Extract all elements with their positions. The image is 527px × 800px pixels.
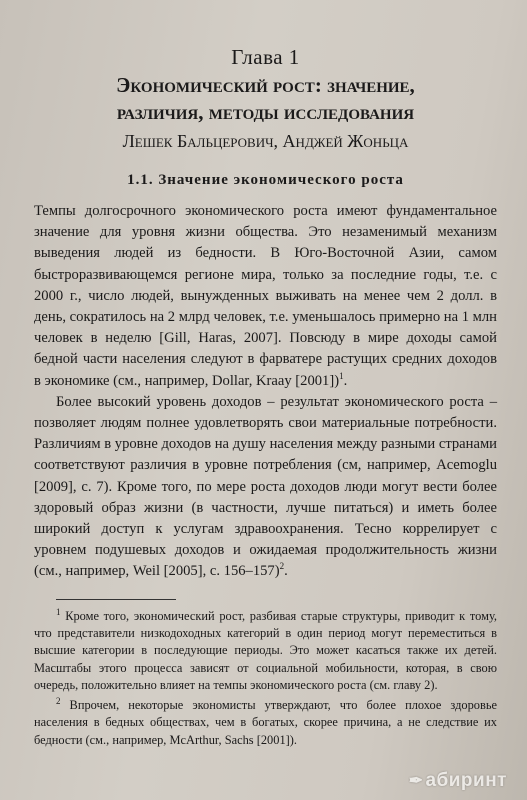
paragraph-text: Более высокий уровень доходов – результат экономического роста – позволяет людям полнее удовлетворять свои материальные потребности. Различиям в уровне доходов на душу населения между разными странами соответствуют различия в уровне потребления (см, например, Acemoglu [2009], с. 7). Кроме того, по мере роста доходов люди могут вести более здоровый образ жизни (в частности, лучше питаться) и иметь более широкий доступ к услугам здравоохранения. Тесно коррелирует с уровнем подушевых доходов и ожидаемая продолжительность жизни (см., например, Weil [2005], с. 156–157) — [34, 393, 497, 580]
chapter-label: Глава 1 — [231, 45, 300, 69]
chapter-authors: Лешек Бальцерович, Анджей Жоньца — [122, 131, 409, 151]
paragraph: Более высокий уровень доходов – результат экономического роста – позволяет людям полнее удовлетворять свои материальные потребности. Различиям в уровне доходов на душу населения между разными странами соответствуют различия в уровне потребления (см, например, Acemoglu [2009], с. 7). Кроме того, по мере роста доходов люди могут вести более здоровый образ жизни (в частности, лучше питаться) и иметь более широкий доступ к услугам здравоохранения. Тесно коррелирует с уровнем подушевых доходов и ожидаемая продолжительность жизни (см., например, Weil [2005], с. 156–157)$^2$. — [34, 393, 497, 580]
footnote-text: Кроме того, экономический рост, разбивая старые структуры, приводит к тому, что представители низкодоходных категорий в один период могут переместиться в высшие категории в последующие периоды. Это может касаться также их детей. Масштабы этого процесса зависят от социальной мобильности, которая, в свою очередь, положительно влияет на темпы экономического роста (см. главу 2). — [34, 608, 497, 693]
watermark-text: абиринт — [425, 770, 507, 791]
paragraph-text: Темпы долгосрочного экономического роста имеют фундаментальное значение для уровня жизни общества. Это незаменимый механизм выведения людей из бедности. В Юго-Восточной Азии, самом быстроразвивающемся регионе мира, только за последние годы, т.е. с 2000 г., число людей, вынужденных выживать на менее чем 2 долл. в день, сократилось на 2 млрд человек, т.е. уменьшалось примерно на 1 млн человек в неделю [Gill, Haras, 2007]. Повсюду в мире доходы самой бедной части населения следуют в фарватере растущих средних доходов в экономике (см., например, Dollar, Kraay [2001]) — [34, 203, 497, 389]
footnote-marker: 2 — [56, 695, 61, 706]
footnote-marker: 1 — [56, 606, 61, 617]
footnote-divider — [56, 599, 176, 600]
chapter-title-line-2: различия, методы исследования — [116, 100, 415, 124]
footnote-ref: 1 — [339, 370, 344, 381]
footnote — [34, 608, 497, 695]
footnotes — [34, 608, 497, 749]
footnote-text: Впрочем, некоторые экономисты утверждают, что более плохое здоровье населения в бедных обществах, чем в богатых, скорее причина, а не следствие их бедности (см., например, McArthur, Sachs [2001]). — [34, 697, 497, 747]
footnote — [34, 697, 497, 749]
section-heading: 1.1. Значение экономического роста — [127, 172, 404, 188]
footnote-ref: 2 — [279, 561, 285, 572]
chapter-title — [34, 72, 497, 126]
paragraph: Темпы долгосрочного экономического роста имеют фундаментальное значение для уровня жизни общества. Это незаменимый механизм выведения людей из бедности. В Юго-Восточной Азии, самом быстроразвивающемся регионе мира, только за последние годы, т.е. с 2000 г., число людей, вынужденных выживать на менее чем 2 долл. в день, сократилось на 2 млрд человек, т.е. уменьшалось примерно на 1 млн человек в неделю [Gill, Haras, 2007]. Повсюду в мире доходы самой бедной части населения следуют в фарватере растущих средних доходов в экономике (см., например, Dollar, Kraay [2001])$^1$. — [34, 203, 497, 389]
chapter-title-line-1: Экономический рост: значение, — [116, 73, 415, 97]
labirint-logo-icon: ✒ — [408, 771, 424, 790]
labirint-watermark — [409, 770, 507, 792]
body-text — [34, 201, 497, 583]
